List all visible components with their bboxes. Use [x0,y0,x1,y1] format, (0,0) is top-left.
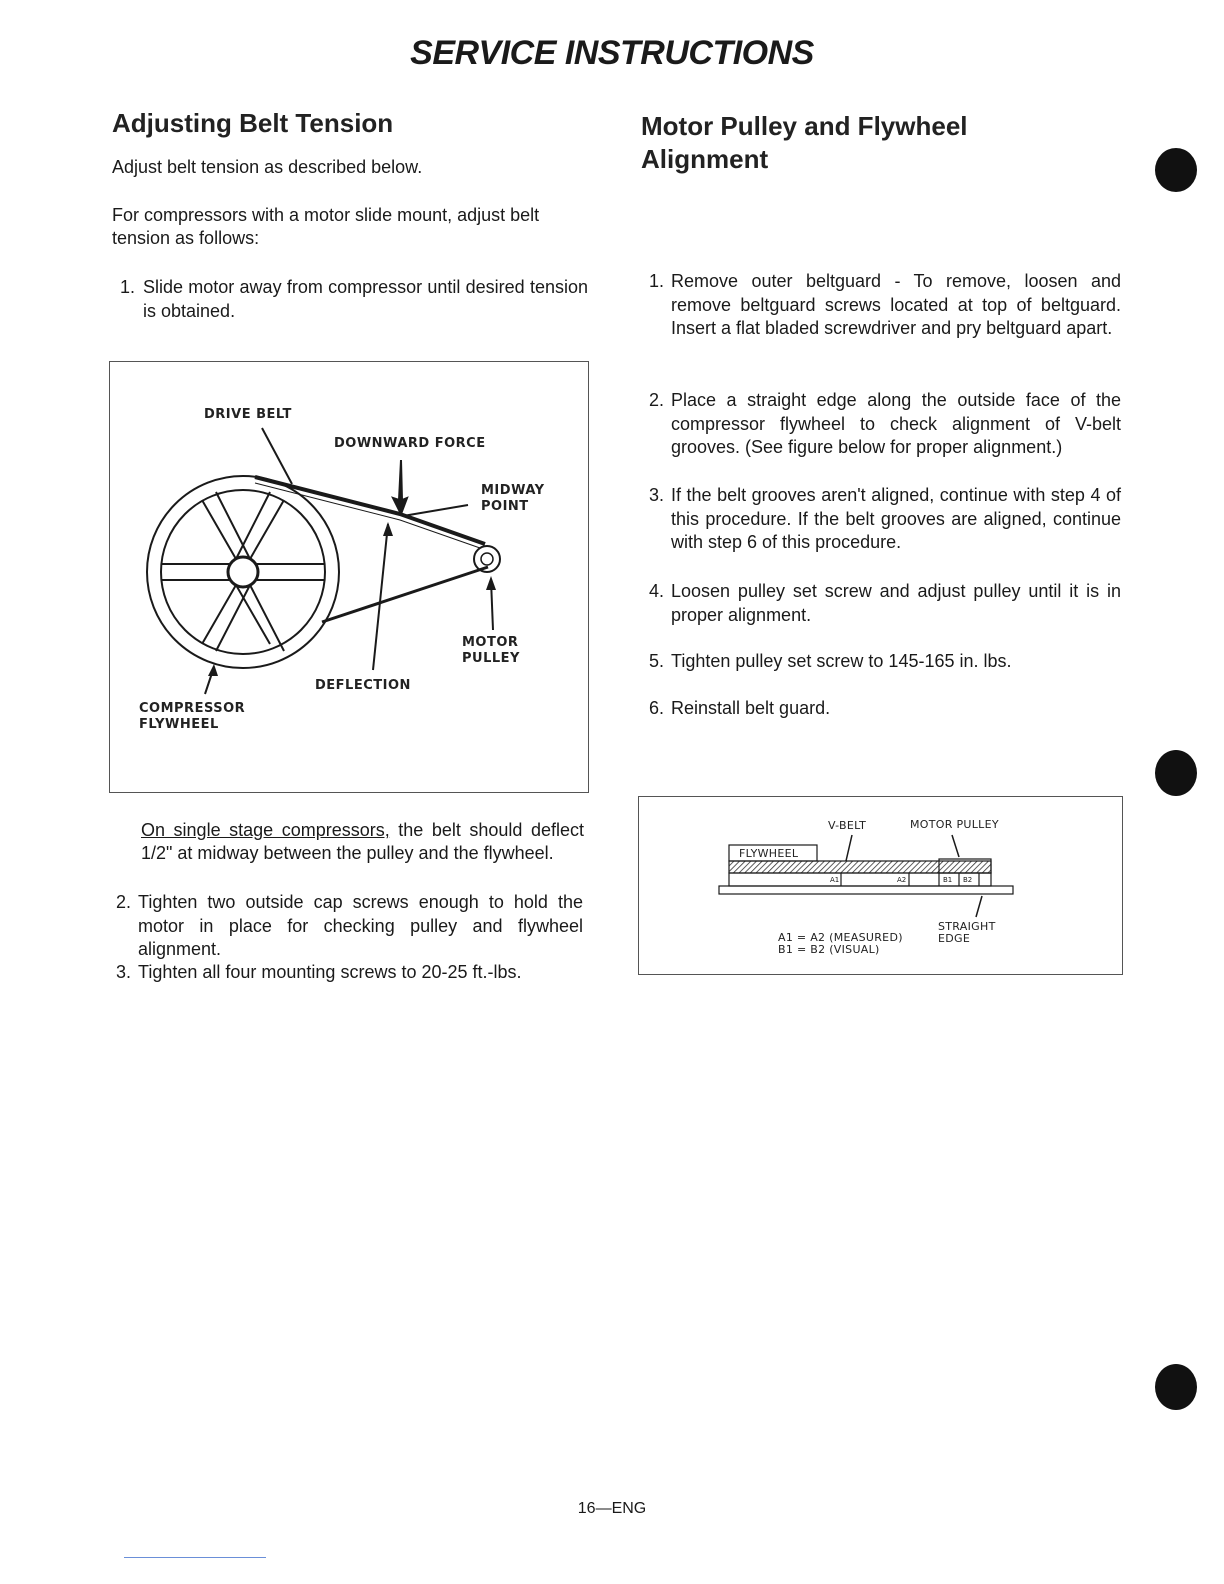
step-number: 2. [116,892,132,912]
step-number: 6. [649,698,665,718]
label-compressor-line1: COMPRESSOR [139,701,246,716]
step-number: 1. [120,277,136,297]
step-number: 1. [649,271,665,291]
label-equations [778,932,903,956]
step-text: Reinstall belt guard. [671,698,831,718]
drive-belt-top-inner [255,483,480,548]
drive-belt-leader [262,428,292,484]
step-text: Slide motor away from compressor until desired tension is obtained. [143,277,588,321]
label-compressor-line2: FLYWHEEL [139,717,219,732]
page-number: 16—ENG [577,1500,647,1517]
heading-line2: Alignment [641,144,769,174]
heading-line1: Motor Pulley and Flywheel [641,111,968,141]
alignment-figure [638,796,1123,975]
single-stage-note [141,819,584,865]
page-title: SERVICE INSTRUCTIONS [410,34,814,72]
label-vbelt: V-BELT [828,819,867,832]
right-step-2 [649,389,1121,460]
label-compressor-flywheel [139,701,245,733]
right-step-5 [649,650,1121,674]
drive-belt-top [255,477,485,544]
deflection-line [373,524,388,670]
label-b2: B2 [963,876,973,884]
motor-pulley-leader [952,835,959,857]
label-straight-line2: EDGE [938,932,971,945]
flywheel-inner-rim [161,490,325,654]
label-straight-line1: STRAIGHT [938,920,996,933]
right-step-3 [649,484,1121,555]
step-text: Tighten pulley set screw to 145-165 in. lbs. [671,651,1012,671]
label-motor-pulley [462,635,520,667]
step-number: 3. [116,962,132,982]
deflection-arrowhead [383,522,393,536]
flywheel-spokes [162,492,324,651]
single-stage-underlined: On single stage compressors, [141,820,390,840]
right-step-4 [649,580,1121,627]
label-drive-belt: DRIVE BELT [204,407,292,422]
label-midway-line1: MIDWAY [481,483,545,498]
label-a1: A1 [830,876,840,884]
step-text: Remove outer beltguard - To remove, loosen and remove beltguard screws located at top of beltguard. Insert a flat bladed screwdriver and pry beltguard apart. [671,271,1121,338]
section-heading-alignment [641,110,1121,176]
left-step-3 [116,961,583,985]
label-straight-edge [938,921,996,945]
right-step-6 [649,697,1121,721]
flywheel-arrowhead [208,664,218,676]
single-stage-rest: the belt should deflect 1/2" at midway between the pulley and the flywheel. [141,820,584,863]
label-eq2: B1 = B2 (VISUAL) [778,943,880,956]
label-b1: B1 [943,876,953,884]
label-motor-line1: MOTOR [462,635,519,650]
label-motor-line2: PULLEY [462,651,520,666]
label-eq1: A1 = A2 (MEASURED) [778,931,903,944]
step-text: Place a straight edge along the outside face of the compressor flywheel to check alignment of V-belt grooves. (See figure below for proper alignment.) [671,390,1121,457]
left-step-2 [116,891,583,962]
vbelt-leader [846,835,852,861]
drive-belt-bottom [322,567,488,622]
right-step-1 [649,270,1121,341]
label-motor-pulley: MOTOR PULLEY [910,818,999,831]
vbelt-band [729,861,991,873]
slide-mount-paragraph: For compressors with a motor slide mount, adjust belt tension as follows: [112,205,540,248]
straight-edge-bar [719,886,1013,894]
downward-force-arrow [393,460,407,514]
label-flywheel: FLYWHEEL [739,847,799,860]
label-midway-point [481,483,545,515]
intro-text: Adjust belt tension as described below. [112,157,423,177]
binder-hole-top [1155,148,1197,192]
belt-tension-figure [109,361,589,793]
step-text: Loosen pulley set screw and adjust pulley until it is in proper alignment. [671,581,1121,625]
motor-pulley-bore [481,553,493,565]
flywheel-hub [228,557,258,587]
label-downward-force: DOWNWARD FORCE [334,436,486,451]
step-text: If the belt grooves aren't aligned, continue with step 4 of this procedure. If the belt grooves are aligned, continue with step 6 of this procedure. [671,485,1121,552]
step-text: Tighten two outside cap screws enough to hold the motor in place for checking pulley and flywheel alignment. [138,892,583,959]
binder-hole-bottom [1155,1364,1197,1410]
step-number: 5. [649,651,665,671]
step-number: 3. [649,485,665,505]
midway-leader [403,505,468,516]
section-heading-belt-tension: Adjusting Belt Tension [112,108,394,138]
flywheel-outer-rim [147,476,339,668]
label-midway-line2: POINT [481,499,529,514]
step-number: 2. [649,390,665,410]
step-text: Tighten all four mounting screws to 20-25 ft.-lbs. [138,962,522,982]
label-a2: A2 [897,876,907,884]
left-step-1 [120,276,588,323]
footer-rule [124,1557,266,1558]
binder-hole-middle [1155,750,1197,796]
motor-pulley-arrowhead [486,576,496,590]
straight-edge-leader [976,896,982,917]
label-deflection: DEFLECTION [315,678,411,693]
step-number: 4. [649,581,665,601]
